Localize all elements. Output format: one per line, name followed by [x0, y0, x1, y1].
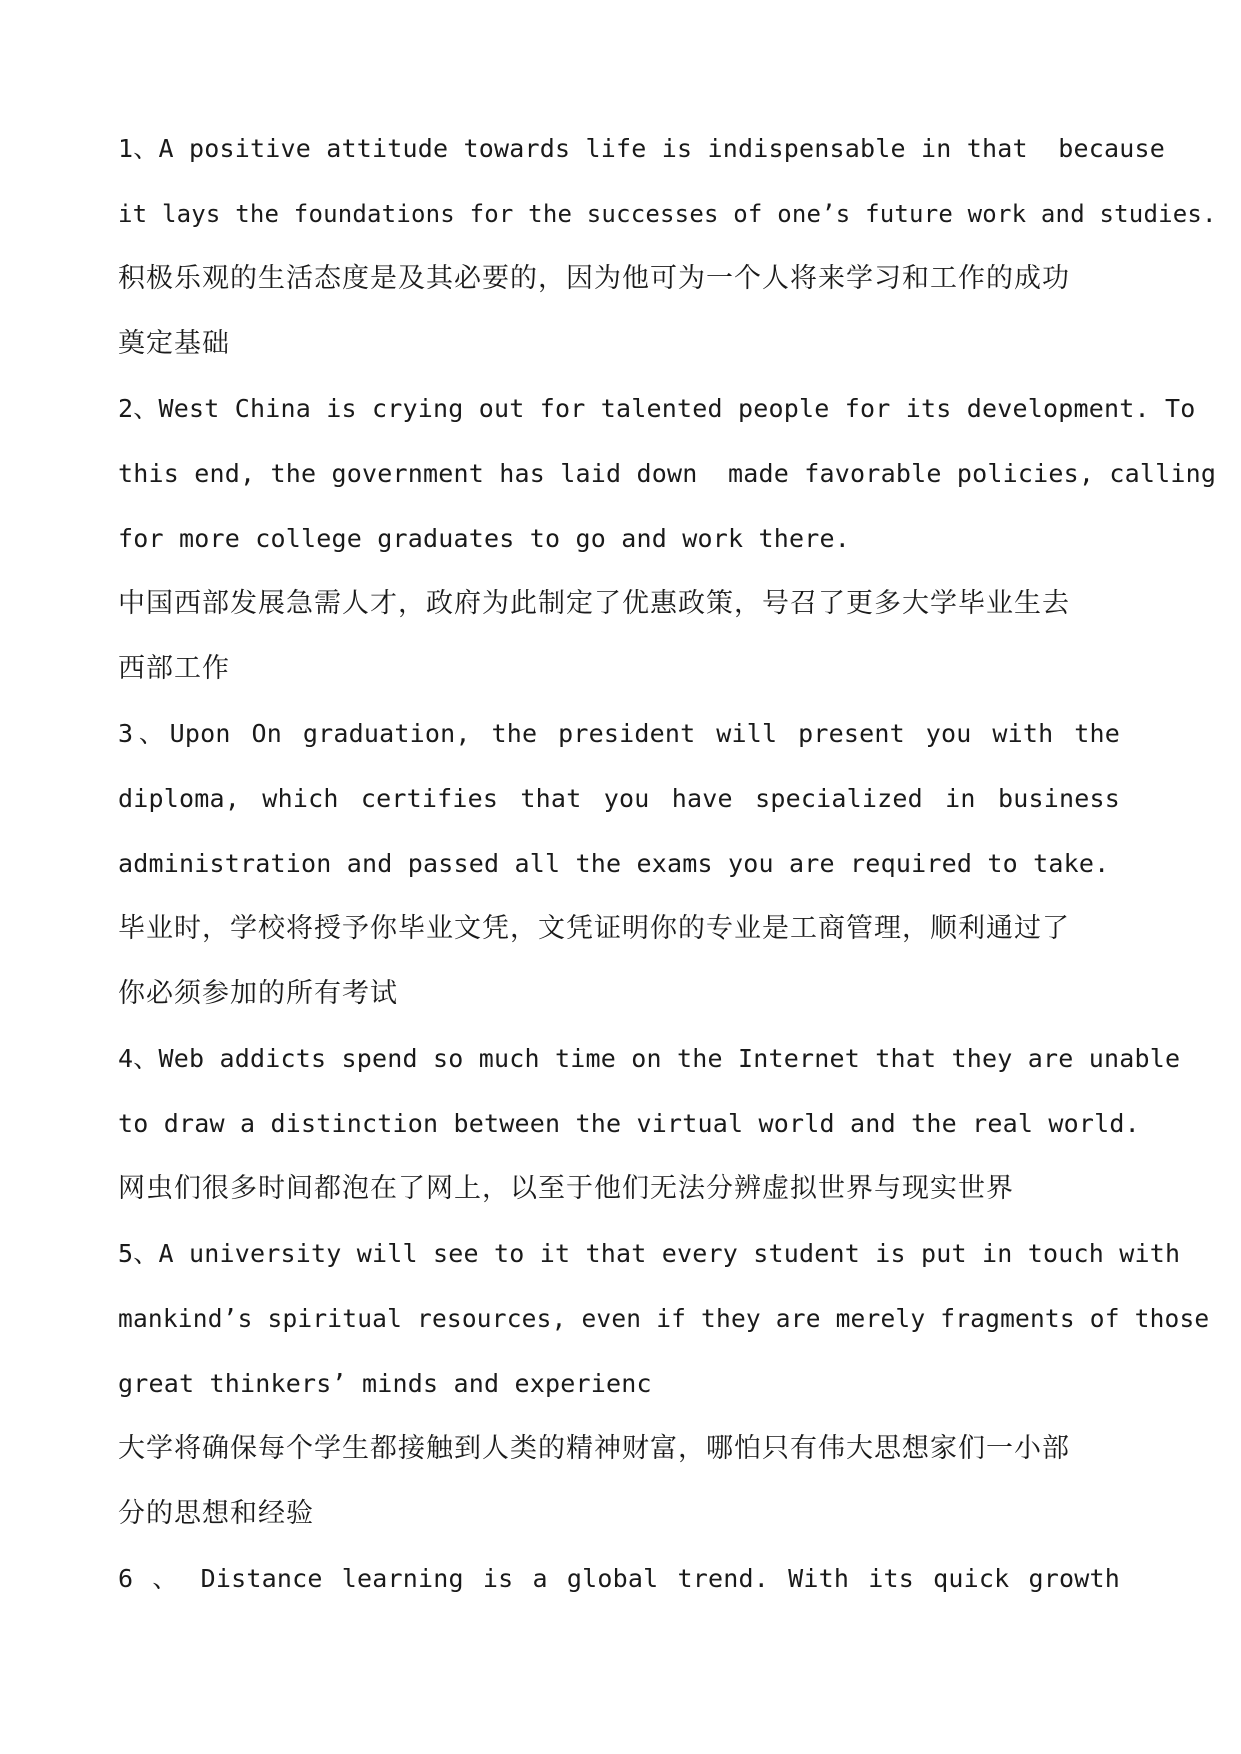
- item-2-en-line-3: for more college graduates to go and work there.: [118, 524, 851, 553]
- item-4-en-line-2: to draw a distinction between the virtual world and the real world.: [118, 1109, 1140, 1138]
- item-3-zh-line-1: 毕业时，学校将授予你毕业文凭，文凭证明你的专业是工商管理，顺利通过了: [118, 913, 1070, 944]
- item-1-en-line-1: 1、A positive attitude towards life is indispensable in that because: [118, 134, 1166, 163]
- item-2-en-line-1: 2、West China is crying out for talented people for its development. To: [118, 394, 1196, 423]
- item-1-zh-line-1: 积极乐观的生活态度是及其必要的，因为他可为一个人将来学习和工作的成功: [118, 263, 1070, 294]
- item-2-en-line-2: this end, the government has laid down made favorable policies, calling: [118, 459, 1217, 488]
- item-6-en-line-1: 6 、 Distance learning is a global trend. With its quick growth: [118, 1564, 1120, 1593]
- item-3-zh-line-2: 你必须参加的所有考试: [118, 978, 398, 1009]
- item-2-zh-line-2: 西部工作: [118, 653, 230, 684]
- item-5-en-line-2: mankind’s spiritual resources, even if they are merely fragments of those: [118, 1304, 1210, 1333]
- document-body: [118, 124, 1217, 1619]
- item-5-zh-line-1: 大学将确保每个学生都接触到人类的精神财富，哪怕只有伟大思想家们一小部: [118, 1433, 1070, 1464]
- item-1-en-line-2: it lays the foundations for the successes of one’s future work and studies.: [118, 200, 1217, 228]
- item-1-zh-line-2: 奠定基础: [118, 328, 230, 359]
- item-4-en-line-1: 4、Web addicts spend so much time on the Internet that they are unable: [118, 1044, 1181, 1073]
- item-3-en-line-1: 3、Upon On graduation, the president will present you with the: [118, 719, 1120, 748]
- item-5-en-line-1: 5、A university will see to it that every student is put in touch with: [118, 1239, 1181, 1268]
- item-2-zh-line-1: 中国西部发展急需人才，政府为此制定了优惠政策，号召了更多大学毕业生去: [118, 588, 1070, 619]
- item-5-en-line-3: great thinkers’ minds and experienc: [118, 1369, 652, 1398]
- item-3-en-line-3: administration and passed all the exams you are required to take.: [118, 849, 1110, 878]
- item-5-zh-line-2: 分的思想和经验: [118, 1498, 314, 1529]
- item-4-zh-line-1: 网虫们很多时间都泡在了网上，以至于他们无法分辨虚拟世界与现实世界: [118, 1173, 1014, 1204]
- item-3-en-line-2: diploma, which certifies that you have specialized in business: [118, 784, 1120, 813]
